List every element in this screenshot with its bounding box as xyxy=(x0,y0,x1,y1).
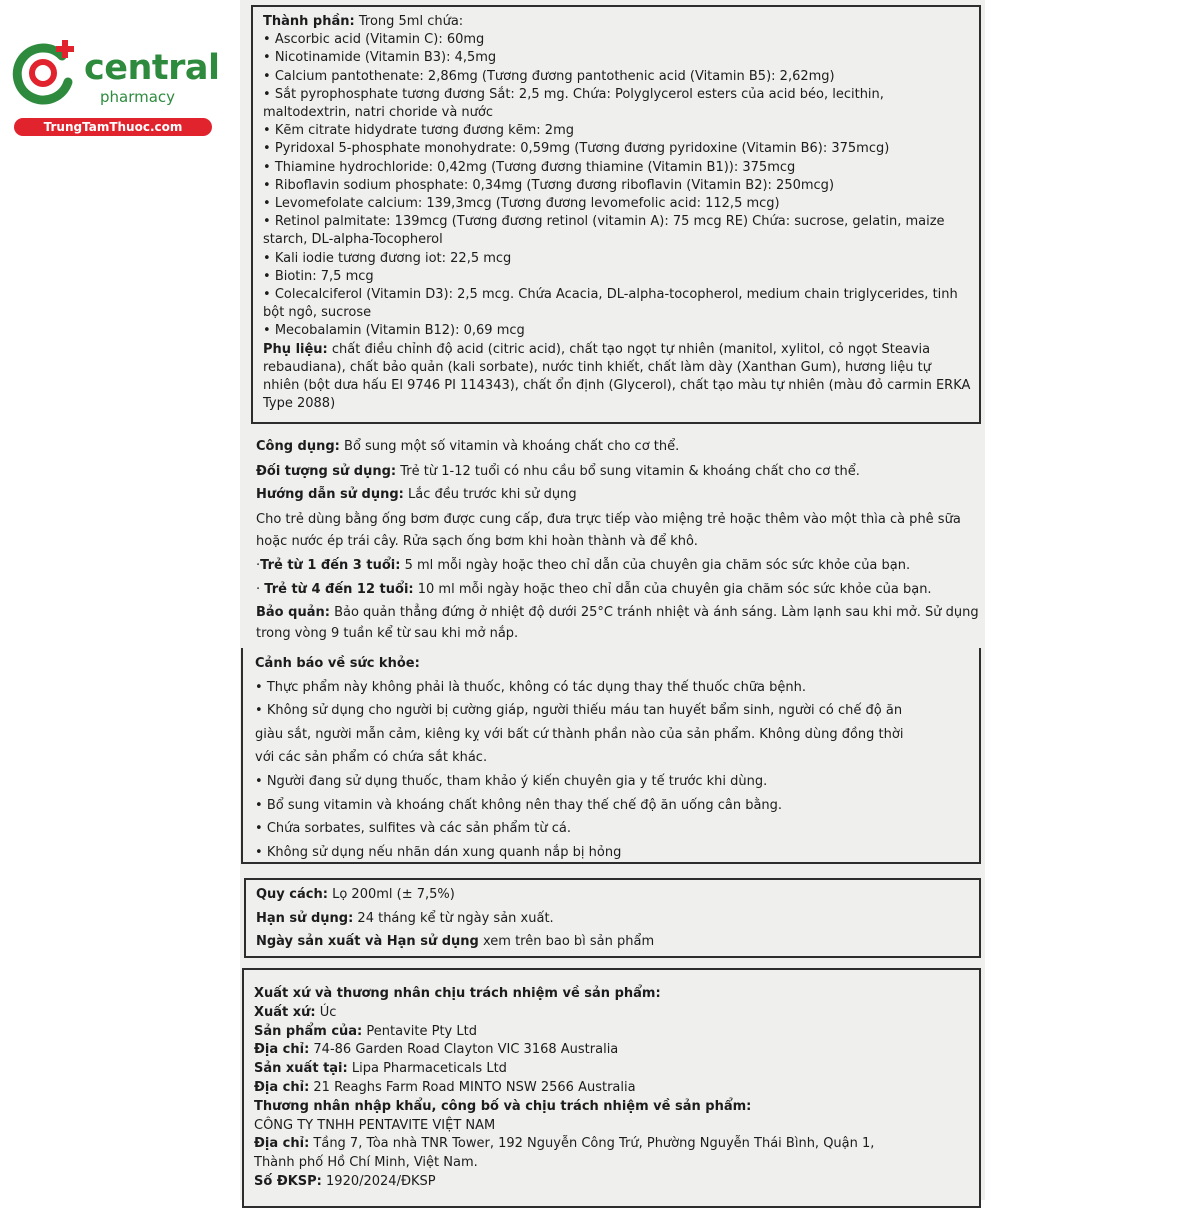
purpose-label: Công dụng: xyxy=(256,439,340,454)
directions-label: Hướng dẫn sử dụng: xyxy=(256,487,404,502)
warning-item: • Chứa sorbates, sulfites và các sản phẩm từ cá. xyxy=(255,817,971,841)
ingredient-item: • Biotin: 7,5 mcg xyxy=(263,268,971,286)
excipients-paragraph xyxy=(263,341,971,414)
warning-item: • Thực phẩm này không phải là thuốc, không có tác dụng thay thế thuốc chữa bệnh. xyxy=(255,676,971,700)
warning-item: • Người đang sử dụng thuốc, tham khảo ý kiến chuyên gia y tế trước khi dùng. xyxy=(255,770,971,794)
origin-label: Xuất xứ: xyxy=(254,1004,316,1020)
importer-name: CÔNG TY TNHH PENTAVITE VIỆT NAM xyxy=(254,1117,496,1133)
ingredient-item: • Colecalciferol (Vitamin D3): 2,5 mcg. Chứa Acacia, DL-alpha-tocopherol, medium chain triglycerides, tinh bột ngô, sucrose xyxy=(263,286,971,322)
warning-item-continued: với các sản phẩm có chứa sắt khác. xyxy=(255,750,488,766)
origin-text xyxy=(254,985,971,1192)
ingredient-item: • Retinol palmitate: 139mcg (Tương đương retinol (vitamin A): 75 mcg RE) Chứa: sucrose, gelatin, maize starch, DL-alpha-Tocopherol xyxy=(263,213,971,249)
directions-detail-2: hoặc nước ép trái cây. Rửa sạch ống bơm khi hoàn thành và để khô. xyxy=(256,534,698,549)
product-of-label: Sản phẩm của: xyxy=(254,1023,363,1039)
address-2-value: 21 Reaghs Farm Road MINTO NSW 2566 Australia xyxy=(313,1079,636,1095)
warning-item: • Bổ sung vitamin và khoáng chất không nên thay thế chế độ ăn uống cân bằng. xyxy=(255,794,971,818)
warnings-label: Cảnh báo về sức khỏe: xyxy=(255,656,420,671)
target-label: Đối tượng sử dụng: xyxy=(256,464,397,479)
ingredient-item: • Kali iodie tương đương iot: 22,5 mcg xyxy=(263,250,971,268)
ingredient-item: • Calcium pantothenate: 2,86mg (Tương đương pantothenic acid (Vitamin B5): 2,62mg) xyxy=(263,68,971,86)
warning-item: • Không sử dụng nếu nhãn dán xung quanh nắp bị hỏng xyxy=(255,841,971,865)
address-3-value-2: Thành phố Hồ Chí Minh, Việt Nam. xyxy=(254,1155,478,1171)
purpose-text: Bổ sung một số vitamin và khoáng chất cho cơ thể. xyxy=(344,439,680,454)
target-row xyxy=(256,464,860,479)
expiry-label: Hạn sử dụng: xyxy=(256,910,354,926)
storage-row xyxy=(256,605,979,620)
target-text: Trẻ từ 1-12 tuổi có nhu cầu bổ sung vitamin & khoáng chất cho cơ thể. xyxy=(400,464,860,479)
logo-site-banner: TrungTamThuoc.com xyxy=(14,118,212,136)
directions-text: Lắc đều trước khi sử dụng xyxy=(408,487,577,502)
ingredients-box xyxy=(251,5,981,424)
ingredients-intro: Trong 5ml chứa: xyxy=(358,14,464,29)
ingredient-item: • Thiamine hydrochloride: 0,42mg (Tương đương thiamine (Vitamin B1)): 375mcg xyxy=(263,159,971,177)
pack-label: Quy cách: xyxy=(256,887,328,902)
spec-box xyxy=(244,878,981,958)
warning-item: • Không sử dụng cho người bị cường giáp, người thiếu máu tan huyết bẩm sinh, người có chế độ ăn xyxy=(255,699,971,723)
expiry-text: 24 tháng kể từ ngày sản xuất. xyxy=(357,910,554,926)
dates-text: xem trên bao bì sản phẩm xyxy=(483,934,655,950)
directions-row xyxy=(256,487,577,502)
ingredients-label: Thành phần: xyxy=(263,14,355,29)
central-pharmacy-logo xyxy=(10,38,220,138)
dose-2-label: Trẻ từ 4 đến 12 tuổi: xyxy=(264,582,414,597)
storage-label: Bảo quản: xyxy=(256,605,330,620)
ingredient-item: • Mecobalamin (Vitamin B12): 0,69 mcg xyxy=(263,322,971,340)
dose-row-1: ·Trẻ từ 1 đến 3 tuổi: 5 ml mỗi ngày hoặc theo chỉ dẫn của chuyên gia chăm sóc sức khỏe của bạn. xyxy=(256,558,911,573)
pack-text: Lọ 200ml (± 7,5%) xyxy=(332,887,455,902)
warning-item-continued: giàu sắt, người mẫn cảm, kiêng kỵ với bất cứ thành phần nào của sản phẩm. Không dùng đồng thời xyxy=(255,726,904,742)
address-3-label: Địa chỉ: xyxy=(254,1136,310,1152)
ingredient-item: • Kẽm citrate hidydrate tương đương kẽm: 2mg xyxy=(263,122,971,140)
ingredients-text xyxy=(263,13,971,413)
excipients-label: Phụ liệu: xyxy=(263,341,328,357)
registration-value: 1920/2024/ĐKSP xyxy=(326,1173,436,1189)
made-at-label: Sản xuất tại: xyxy=(254,1061,348,1077)
excipients-text: chất điều chỉnh độ acid (citric acid), chất tạo ngọt tự nhiên (manitol, xylitol, cỏ ngọt Steavia rebaudiana), chất bảo quản (kali sorbate), nước tinh khiết, chất làm dày (Xanthan Gum), hương liệu tự nhiên (bột dưa hấu El 9746 PI 114343), chất ổn định (Glycerol), chất tạo màu tự nhiên (màu đỏ carmin ERKA Type 2088) xyxy=(263,341,971,412)
ingredient-item: • Ascorbic acid (Vitamin C): 60mg xyxy=(263,31,971,49)
warnings-text xyxy=(255,652,971,864)
dose-row-2: · Trẻ từ 4 đến 12 tuổi: 10 ml mỗi ngày hoặc theo chỉ dẫn của chuyên gia chăm sóc sức khỏe của bạn. xyxy=(256,582,932,597)
logo-sub-text: pharmacy xyxy=(100,88,176,106)
address-1-value: 74-86 Garden Road Clayton VIC 3168 Australia xyxy=(313,1042,619,1058)
ingredient-item: • Nicotinamide (Vitamin B3): 4,5mg xyxy=(263,49,971,67)
registration-label: Số ĐKSP: xyxy=(254,1173,322,1189)
ingredient-item: • Riboflavin sodium phosphate: 0,34mg (Tương đương riboflavin (Vitamin B2): 250mcg) xyxy=(263,177,971,195)
dose-1-text: 5 ml mỗi ngày hoặc theo chỉ dẫn của chuyên gia chăm sóc sức khỏe của bạn. xyxy=(404,558,911,573)
address-3-value-1: Tầng 7, Tòa nhà TNR Tower, 192 Nguyễn Công Trứ, Phường Nguyễn Thái Bình, Quận 1, xyxy=(313,1136,875,1152)
origin-value: Úc xyxy=(319,1004,337,1020)
purpose-row xyxy=(256,439,679,454)
spec-text xyxy=(256,883,971,954)
ingredient-item: • Pyridoxal 5-phosphate monohydrate: 0,59mg (Tương đương pyridoxine (Vitamin B6): 375mcg) xyxy=(263,140,971,158)
central-pharmacy-logo-mark-icon xyxy=(10,38,80,108)
logo-brand-text: central xyxy=(84,48,220,88)
storage-text-2: trong vòng 9 tuần kể từ sau khi mở nắp. xyxy=(256,626,519,641)
made-at-value: Lipa Pharmaceticals Ltd xyxy=(351,1061,507,1077)
directions-detail-1: Cho trẻ dùng bằng ống bơm được cung cấp, đưa trực tiếp vào miệng trẻ hoặc thêm vào một thìa cà phê sữa xyxy=(256,512,961,527)
importer-heading: Thương nhân nhập khẩu, công bố và chịu trách nhiệm về sản phẩm: xyxy=(254,1098,752,1114)
dose-2-text: 10 ml mỗi ngày hoặc theo chỉ dẫn của chuyên gia chăm sóc sức khỏe của bạn. xyxy=(417,582,932,597)
origin-heading: Xuất xứ và thương nhân chịu trách nhiệm về sản phẩm: xyxy=(254,986,661,1001)
product-of-value: Pentavite Pty Ltd xyxy=(366,1023,477,1039)
ingredient-item: • Levomefolate calcium: 139,3mcg (Tương đương levomefolic acid: 112,5 mcg) xyxy=(263,195,971,213)
origin-box xyxy=(242,968,981,1208)
address-1-label: Địa chỉ: xyxy=(254,1042,310,1058)
dose-1-label: Trẻ từ 1 đến 3 tuổi: xyxy=(260,558,401,573)
warnings-box xyxy=(241,648,981,864)
dates-label: Ngày sản xuất và Hạn sử dụng xyxy=(256,934,479,950)
storage-text-1: Bảo quản thẳng đứng ở nhiệt độ dưới 25°C tránh nhiệt và ánh sáng. Làm lạnh sau khi mở. Sử dụng xyxy=(334,605,979,620)
address-2-label: Địa chỉ: xyxy=(254,1079,310,1095)
ingredient-item: • Sắt pyrophosphate tương đương Sắt: 2,5 mg. Chứa: Polyglycerol esters của acid béo, lecithin, maltodextrin, natri choride và nước xyxy=(263,86,971,122)
